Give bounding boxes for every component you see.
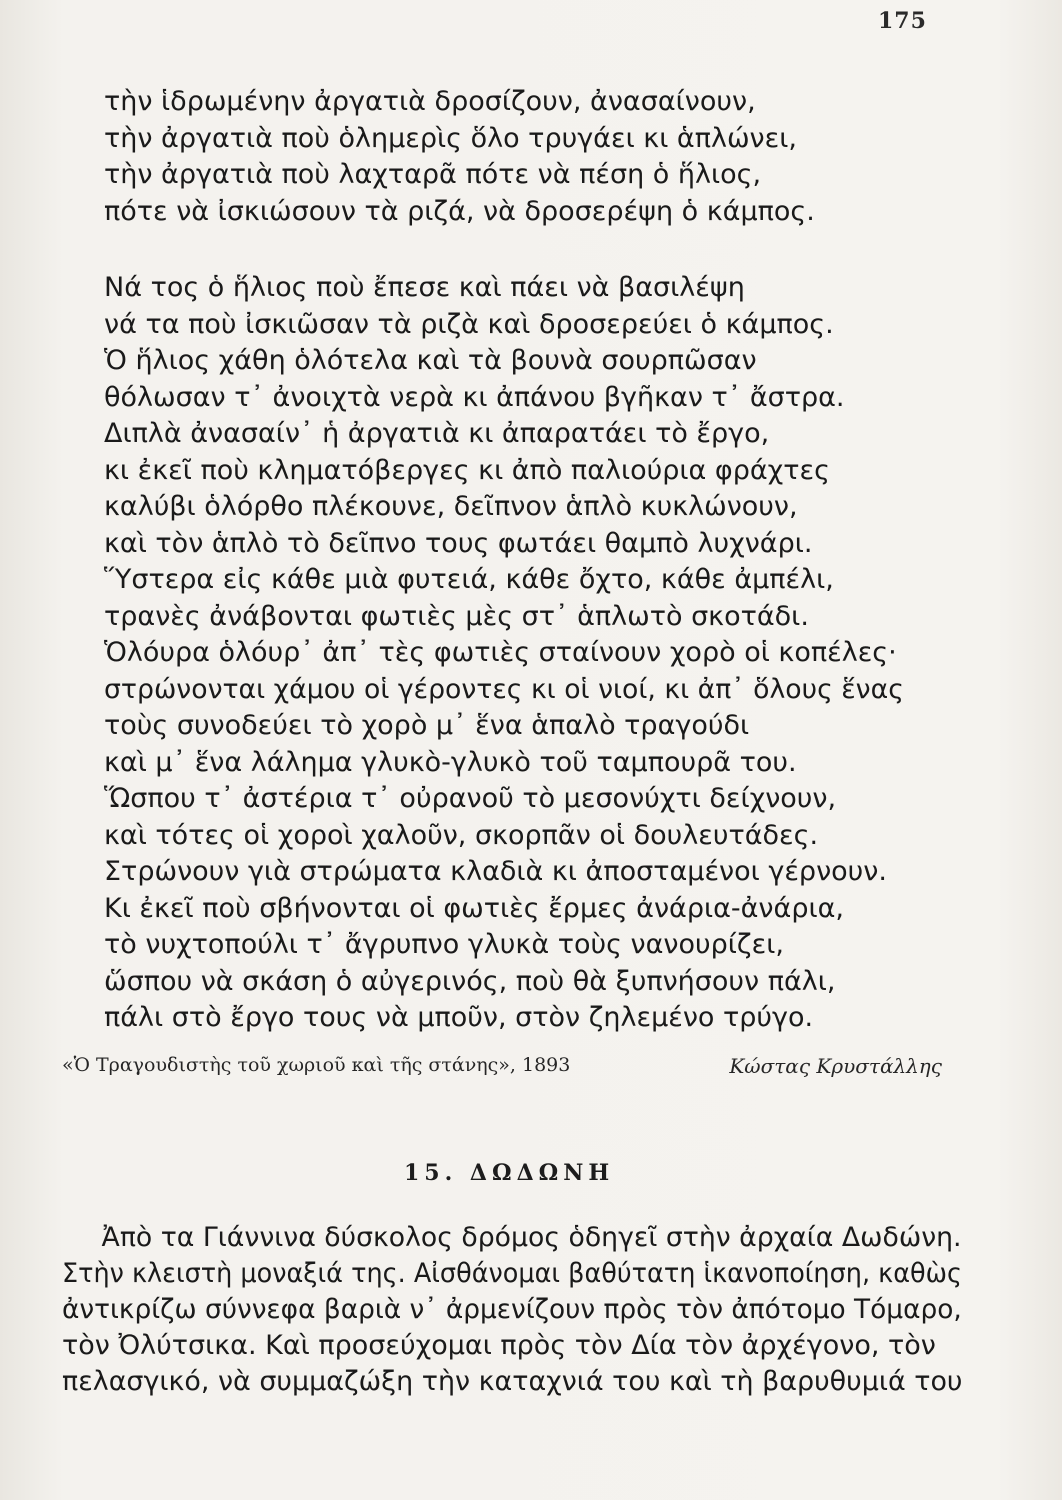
poem-line: Στρώνουν γιὰ στρώματα κλαδιὰ κι ἀποσταμένοι γέρνουν. xyxy=(104,856,887,887)
poem-line: Ὁλόυρα ὁλόυρ᾽ ἀπ᾽ τὲς φωτιὲς σταίνουν χορὸ οἱ κοπέλες· xyxy=(104,637,897,668)
poem-line: Διπλὰ ἀνασαίν᾽ ἡ ἀργατιὰ κι ἀπαρατάει τὸ ἔργο, xyxy=(104,418,770,449)
poem-line: πότε νὰ ἰσκιώσουν τὰ ριζά, νὰ δροσερέψη ὁ κάμπος. xyxy=(104,195,815,227)
poem-line: Ὥσπου τ᾽ ἀστέρια τ᾽ οὐρανοῦ τὸ μεσονύχτι δείχνουν, xyxy=(104,783,837,814)
poem-line: θόλωσαν τ᾽ ἀνοιχτὰ νερὰ κι ἀπάνου βγῆκαν τ᾽ ἄστρα. xyxy=(104,381,845,413)
prose-line: Στὴν κλειστὴ μοναξιά της. Αἰσθάνομαι βαθύτατη ἱκανοποίηση, καθὼς xyxy=(62,1258,962,1289)
page-number: 175 xyxy=(878,8,927,34)
source-citation: «Ὁ Τραγουδιστὴς τοῦ χωριοῦ καὶ τῆς στάνης», 1893 xyxy=(62,1054,571,1076)
author-name: Κώστας Κρυστάλλης xyxy=(729,1054,942,1078)
poem-line: καὶ τότες οἱ χοροὶ χαλοῦν, σκορπᾶν οἱ δουλευτάδες. xyxy=(104,819,819,851)
prose-line: Ἀπὸ τα Γιάννινα δύσκολος δρόμος ὁδηγεῖ στὴν ἀρχαία Δωδώνη. xyxy=(101,1222,962,1253)
poem-line: Κι ἐκεῖ ποὺ σβήνονται οἱ φωτιὲς ἔρμες ἀνάρια-ἀνάρια, xyxy=(104,892,844,924)
poem-line: πάλι στὸ ἔργο τους νὰ μποῦν, στὸν ζηλεμένο τρύγο. xyxy=(104,1002,814,1033)
poem-line: ὥσπου νὰ σκάση ὁ αὐγερινός, ποὺ θὰ ξυπνήσουν πάλι, xyxy=(104,965,836,997)
poem-line: τοὺς συνοδεύει τὸ χορὸ μ᾽ ἕνα ἁπαλὸ τραγούδι xyxy=(104,710,750,741)
poem-attribution xyxy=(62,1054,942,1084)
poem-line: Νά τος ὁ ἥλιος ποὺ ἔπεσε καὶ πάει νὰ βασιλέψη xyxy=(104,272,745,303)
prose-paragraph xyxy=(62,1220,962,1400)
poem-line: τὴν ἀργατιὰ ποὺ ὁλημερὶς ὅλο τρυγάει κι ἁπλώνει, xyxy=(104,122,797,154)
section-heading: 15. ΔΩΔΩΝΗ xyxy=(404,1160,615,1186)
poem-line: τρανὲς ἀνάβονται φωτιὲς μὲς στ᾽ ἁπλωτὸ σκοτάδι. xyxy=(104,600,809,632)
stanza-break xyxy=(104,230,904,270)
prose-line: ἀντικρίζω σύννεφα βαριὰ ν᾽ ἀρμενίζουν πρὸς τὸν ἀπότομο Τόμαρο, xyxy=(62,1294,962,1325)
poem xyxy=(104,84,904,1037)
poem-line: καὶ τὸν ἁπλὸ τὸ δεῖπνο τους φωτάει θαμπὸ λυχνάρι. xyxy=(104,527,813,559)
prose-line: τὸν Ὀλύτσικα. Καὶ προσεύχομαι πρὸς τὸν Δία τὸν ἀρχέγονο, τὸν xyxy=(62,1330,936,1361)
poem-line: καὶ μ᾽ ἕνα λάλημα γλυκὸ-γλυκὸ τοῦ ταμπουρᾶ του. xyxy=(104,746,797,778)
poem-line: κι ἐκεῖ ποὺ κληματόβεργες κι ἀπὸ παλιούρια φράχτες xyxy=(104,454,830,486)
poem-line: Ὕστερα εἰς κάθε μιὰ φυτειά, κάθε ὄχτο, κάθε ἀμπέλι, xyxy=(104,564,834,595)
poem-line: τὴν ἀργατιὰ ποὺ λαχταρᾶ πότε νὰ πέση ὁ ἥλιος, xyxy=(104,159,762,190)
poem-line: νά τα ποὺ ἰσκιῶσαν τὰ ριζὰ καὶ δροσερεύει ὁ κάμπος. xyxy=(104,308,834,340)
poem-line: τὸ νυχτοπούλι τ᾽ ἄγρυπνο γλυκὰ τοὺς νανουρίζει, xyxy=(104,929,784,960)
poem-line: τὴν ἱδρωμένην ἀργατιὰ δροσίζουν, ἀνασαίνουν, xyxy=(104,86,756,117)
poem-line: καλύβι ὁλόρθο πλέκουνε, δεῖπνον ἁπλὸ κυκλώνουν, xyxy=(104,491,798,522)
poem-line: Ὁ ἥλιος χάθη ὁλότελα καὶ τὰ βουνὰ σουρπῶσαν xyxy=(104,345,757,376)
prose-line: πελασγικό, νὰ συμμαζώξη τὴν καταχνιά του καὶ τὴ βαρυθυμιά του xyxy=(62,1366,963,1397)
poem-line: στρώνονται χάμου οἱ γέροντες κι οἱ νιοί, κι ἀπ᾽ ὅλους ἕνας xyxy=(104,673,904,705)
